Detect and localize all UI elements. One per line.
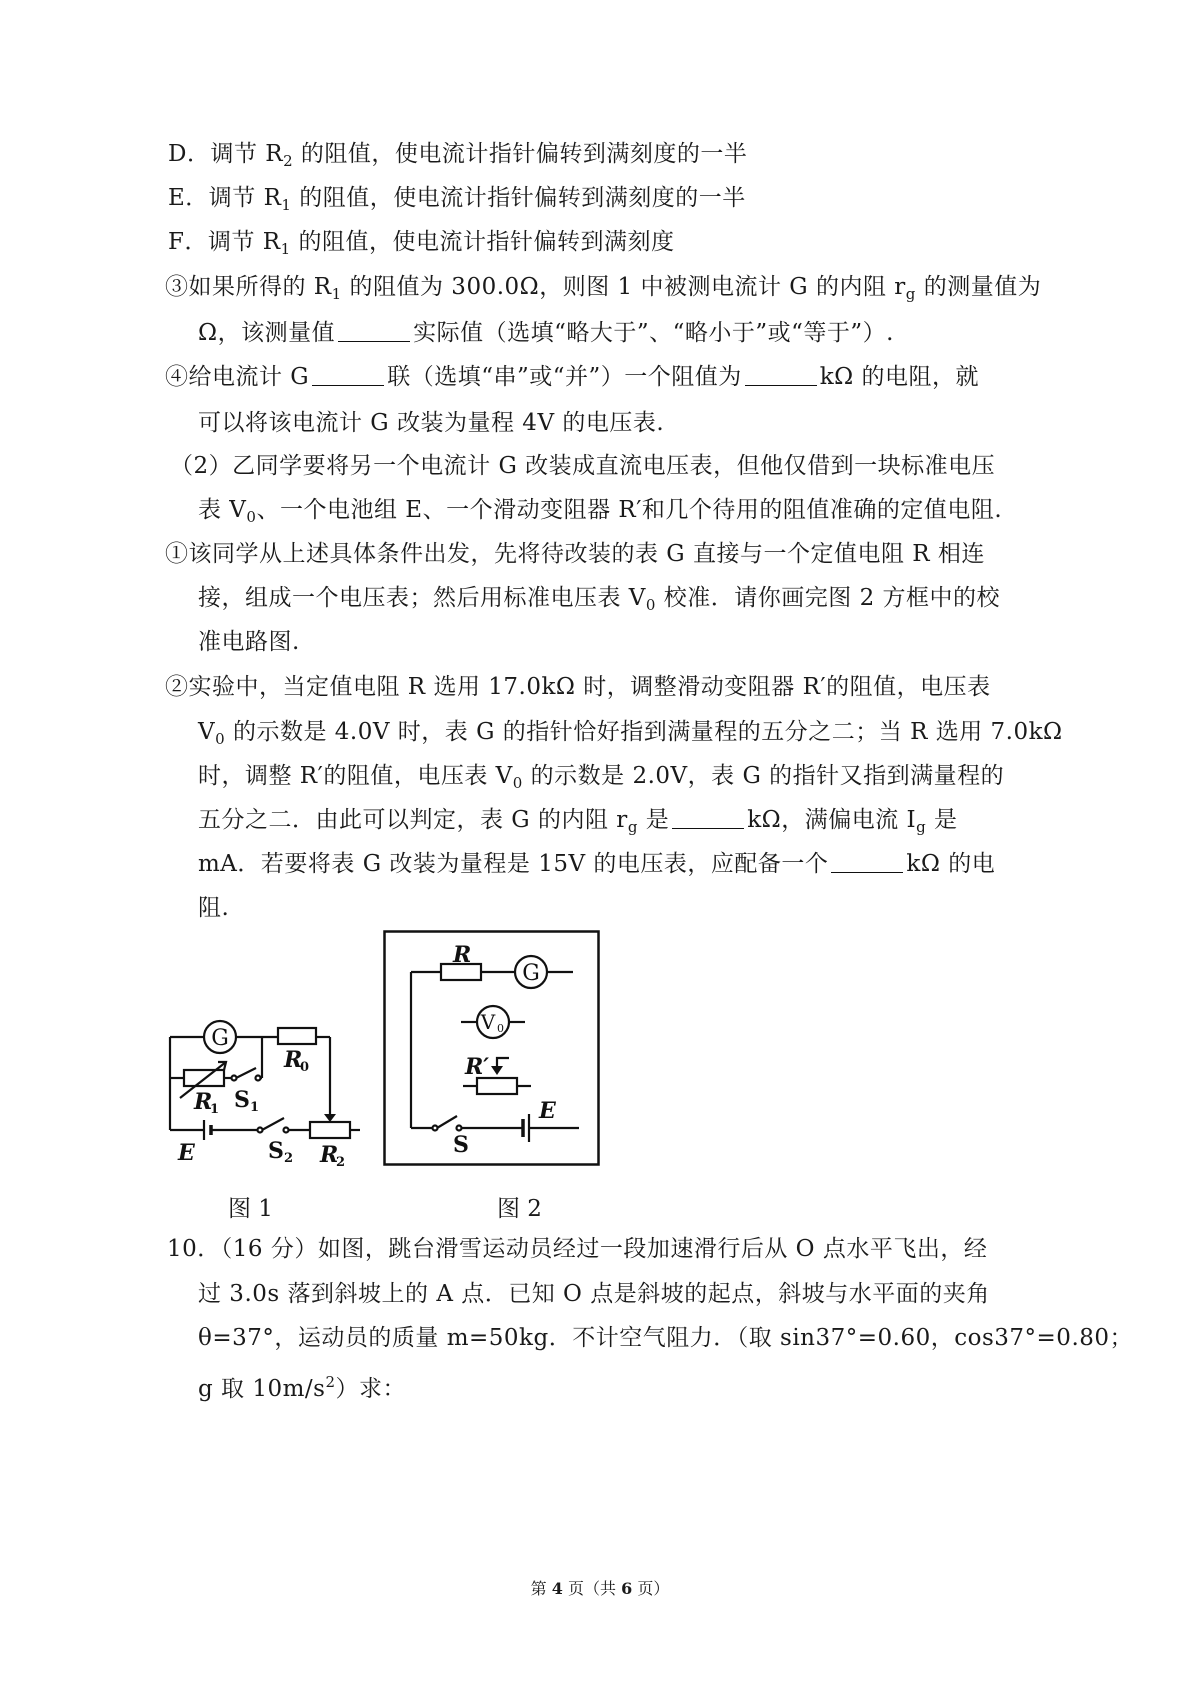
label-r0-sub: 0 [300, 1060, 310, 1075]
label-r2-sub: 2 [336, 1155, 346, 1170]
label-r: R [453, 942, 472, 968]
part-2-q1-line-2: 接，组成一个电压表；然后用标准电压表 $V_0$ 校准．请你画完图 2 方框中的校 [198, 585, 1001, 614]
label-v0: V [480, 1010, 496, 1034]
answer-blank[interactable] [745, 365, 817, 386]
answer-blank[interactable] [338, 321, 410, 342]
label-r1: R [194, 1089, 213, 1115]
part-2-q2-line-1: ②实验中，当定值电阻 R 选用 17.0kΩ 时，调整滑动变阻器 R′的阻值，电压表 [165, 674, 991, 700]
label-s1: S [234, 1087, 250, 1113]
circuit-figure-2 [383, 930, 601, 1170]
figure-1-caption: 图 1 [228, 1196, 273, 1222]
part-2-q2-line-4: 五分之二．由此可以判定，表 G 的内阻 $r_g$ 是 kΩ，满偏电流 $I_g$ 是 [198, 807, 958, 836]
answer-blank[interactable] [831, 852, 903, 873]
question-3-line-2: Ω，该测量值 实际值（选填“略大于”、“略小于”或“等于”）. [198, 320, 894, 346]
question-3-line-1: ③如果所得的 $R_1$ 的阻值为 300.0Ω，则图 1 中被测电流计 G 的内阻 $r_g$ 的测量值为 [165, 274, 1042, 303]
answer-blank[interactable] [672, 808, 744, 829]
option-f: F．调节 $R_1$ 的阻值，使电流计指针偏转到满刻度 [168, 229, 675, 258]
part-2-q2-line-2: $V_0$ 的示数是 4.0V 时，表 G 的指针恰好指到满量程的五分之二；当 R 选用 7.0kΩ [198, 719, 1063, 748]
page-footer: 第 4 页（共 6 页） [530, 1579, 670, 1598]
option-d: D．调节 $R_2$ 的阻值，使电流计指针偏转到满刻度的一半 [168, 141, 748, 170]
label-s1-sub: 1 [250, 1100, 260, 1115]
part-2-q2-line-5: mA．若要将表 G 改装为量程是 15V 的电压表，应配备一个 kΩ 的电 [198, 851, 996, 877]
figure-2-caption: 图 2 [497, 1196, 542, 1222]
part-2-q2-line-3: 时，调整 R′的阻值，电压表 $V_0$ 的示数是 2.0V，表 G 的指针又指到满量程的 [198, 763, 1005, 792]
label-r0: R [284, 1047, 303, 1073]
label-r2: R [320, 1142, 339, 1168]
label-g2: G [522, 961, 540, 986]
part-2-q1-line-3: 准电路图. [198, 629, 300, 655]
label-s2-sub: 2 [284, 1151, 294, 1166]
label-s2: S [268, 1138, 284, 1164]
answer-blank[interactable] [312, 365, 384, 386]
part-2-q2-line-6: 阻. [198, 895, 230, 921]
label-e2: E [539, 1098, 556, 1124]
question-4-line-2: 可以将该电流计 G 改装为量程 4V 的电压表. [198, 410, 665, 436]
label-v0-sub: 0 [497, 1022, 504, 1035]
question-10-line-2: 过 3.0s 落到斜坡上的 A 点．已知 O 点是斜坡的起点，斜坡与水平面的夹角 [198, 1281, 990, 1307]
part-2-line-2: 表 $V_0$、一个电池组 E、一个滑动变阻器 R′和几个待用的阻值准确的定值电阻. [198, 497, 1003, 526]
question-10-line-4: g 取 $10m/s^2$）求： [198, 1373, 407, 1402]
option-e: E．调节 $R_1$ 的阻值，使电流计指针偏转到满刻度的一半 [168, 185, 746, 214]
part-2-line-1: （2）乙同学要将另一个电流计 G 改装成直流电压表，但他仅借到一块标准电压 [170, 453, 996, 479]
label-r1-sub: 1 [210, 1102, 220, 1117]
part-2-q1-line-1: ①该同学从上述具体条件出发，先将待改装的表 G 直接与一个定值电阻 R 相连 [165, 541, 985, 567]
question-10-line-3: θ=37°，运动员的质量 m=50kg．不计空气阻力．（取 sin37°=0.60，cos37°=0.80； [198, 1325, 1134, 1351]
label-s: S [453, 1132, 469, 1158]
label-g: G [211, 1026, 229, 1051]
label-e: E [178, 1140, 195, 1166]
question-10-line-1: 10．（16 分）如图，跳台滑雪运动员经过一段加速滑行后从 O 点水平飞出，经 [167, 1236, 988, 1262]
question-4-line-1: ④给电流计 G 联（选填“串”或“并”）一个阻值为 kΩ 的电阻，就 [165, 364, 980, 390]
circuit-figure-1 [160, 1010, 370, 1175]
label-rprime: R′ [465, 1054, 490, 1080]
